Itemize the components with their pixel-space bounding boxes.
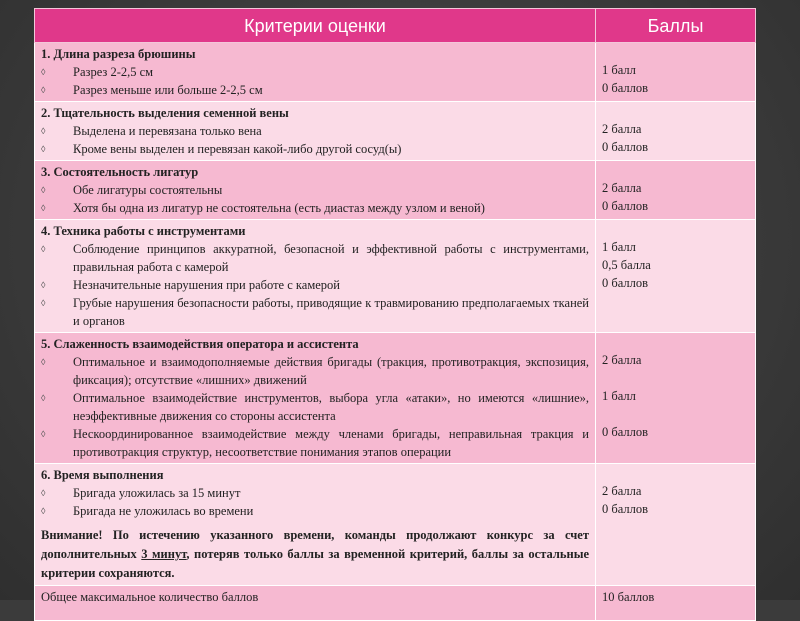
- table-row: [35, 161, 756, 220]
- table-header: [35, 9, 756, 43]
- points-cell: [596, 333, 756, 464]
- points-cell: [596, 102, 756, 161]
- list-item: ◊ Выделена и перевязана только вена: [41, 124, 262, 138]
- bullet-icon: ◊: [41, 126, 46, 136]
- total-label: Общее максимальное количество баллов: [35, 586, 596, 621]
- points-cell: [596, 161, 756, 220]
- bullet-icon: ◊: [41, 280, 46, 290]
- bullet-icon: ◊: [41, 488, 46, 498]
- criterion-title: 6. Время выполнения: [41, 468, 164, 482]
- points-value: 0 баллов: [602, 502, 649, 516]
- bullet-icon: ◊: [41, 429, 46, 439]
- list-item: ◊ Разрез 2-2,5 см: [41, 65, 154, 79]
- list-item: ◊ Нескоординированное взаимодействие между членами бригады, неправильная тракция и противотракция структур, несоответствие понимания этапов операции: [41, 427, 589, 459]
- bullet-icon: ◊: [41, 203, 46, 213]
- list-item: ◊ Бригада уложилась за 15 минут: [41, 486, 241, 500]
- points-value: 1 балл: [602, 240, 636, 254]
- bullet-icon: ◊: [41, 144, 46, 154]
- list-item: ◊ Разрез меньше или больше 2-2,5 см: [41, 83, 263, 97]
- points-cell: [596, 43, 756, 102]
- list-item: ◊ Бригада не уложилась во времени: [41, 504, 254, 518]
- table-row: [35, 43, 756, 102]
- table-row: [35, 333, 756, 464]
- criteria-cell: [35, 333, 596, 464]
- points-value: 0 баллов: [602, 276, 649, 290]
- criterion-title: 1. Длина разреза брюшины: [41, 47, 196, 61]
- criteria-table: [34, 8, 756, 621]
- criteria-column-header: Критерии оценки: [35, 9, 596, 43]
- criteria-cell: [35, 43, 596, 102]
- list-item: ◊ Оптимальное взаимодействие инструментов, выбора угла «атаки», но имеются «лишние», неэффективные движения со стороны ассистента: [41, 391, 589, 423]
- points-value: 0 баллов: [602, 81, 649, 95]
- bullet-icon: ◊: [41, 244, 46, 254]
- criterion-title: 5. Слаженность взаимодействия оператора и ассистента: [41, 337, 359, 351]
- points-value: 1 балл: [602, 63, 636, 77]
- points-value: 2 балла: [602, 122, 642, 136]
- points-value: 2 балла: [602, 353, 642, 367]
- list-item: ◊ Соблюдение принципов аккуратной, безопасной и эффективной работы с инструментами, правильная работа с камерой: [41, 242, 589, 274]
- criteria-cell: [35, 220, 596, 333]
- list-item: ◊ Хотя бы одна из лигатур не состоятельна (есть диастаз между узлом и веной): [41, 201, 485, 215]
- criterion-title: 4. Техника работы с инструментами: [41, 224, 246, 238]
- points-value: 2 балла: [602, 484, 642, 498]
- criterion-title: 2. Тщательность выделения семенной вены: [41, 106, 289, 120]
- points-cell: [596, 464, 756, 586]
- points-value: 1 балл: [602, 389, 636, 403]
- table-row: [35, 464, 756, 586]
- bullet-icon: ◊: [41, 298, 46, 308]
- total-row: [35, 586, 756, 621]
- list-item: ◊ Оптимальное и взаимодополняемые действия бригады (тракция, противотракция, экспозиция, фиксация); отсутствие «лишних» движений: [41, 355, 589, 387]
- list-item: ◊ Обе лигатуры состоятельны: [41, 183, 223, 197]
- table-row: [35, 102, 756, 161]
- points-value: 0 баллов: [602, 140, 649, 154]
- bullet-icon: ◊: [41, 393, 46, 403]
- criteria-cell: [35, 464, 596, 586]
- bullet-icon: ◊: [41, 357, 46, 367]
- points-value: 0 баллов: [602, 425, 649, 439]
- criteria-cell: [35, 102, 596, 161]
- bullet-icon: ◊: [41, 85, 46, 95]
- time-note: Внимание! По истечению указанного времени, команды продолжают конкурс за счет дополнительных 3 минут, потеряв только баллы за временной критерий, баллы за остальные критерии сохраняются.: [41, 528, 589, 580]
- criterion-title: 3. Состоятельность лигатур: [41, 165, 199, 179]
- criteria-cell: [35, 161, 596, 220]
- table-row: [35, 220, 756, 333]
- bullet-icon: ◊: [41, 185, 46, 195]
- bullet-icon: ◊: [41, 506, 46, 516]
- points-cell: [596, 220, 756, 333]
- list-item: ◊ Грубые нарушения безопасности работы, приводящие к травмированию предполагаемых тканей и органов: [41, 296, 589, 328]
- points-column-header: Баллы: [596, 9, 756, 43]
- extra-time-value: 3 минут: [141, 547, 187, 561]
- points-value: 2 балла: [602, 181, 642, 195]
- list-item: ◊ Кроме вены выделен и перевязан какой-либо другой сосуд(ы): [41, 142, 402, 156]
- total-points: 10 баллов: [596, 586, 756, 621]
- points-value: 0,5 балла: [602, 258, 651, 272]
- bullet-icon: ◊: [41, 67, 46, 77]
- points-value: 0 баллов: [602, 199, 649, 213]
- list-item: ◊ Незначительные нарушения при работе с камерой: [41, 278, 340, 292]
